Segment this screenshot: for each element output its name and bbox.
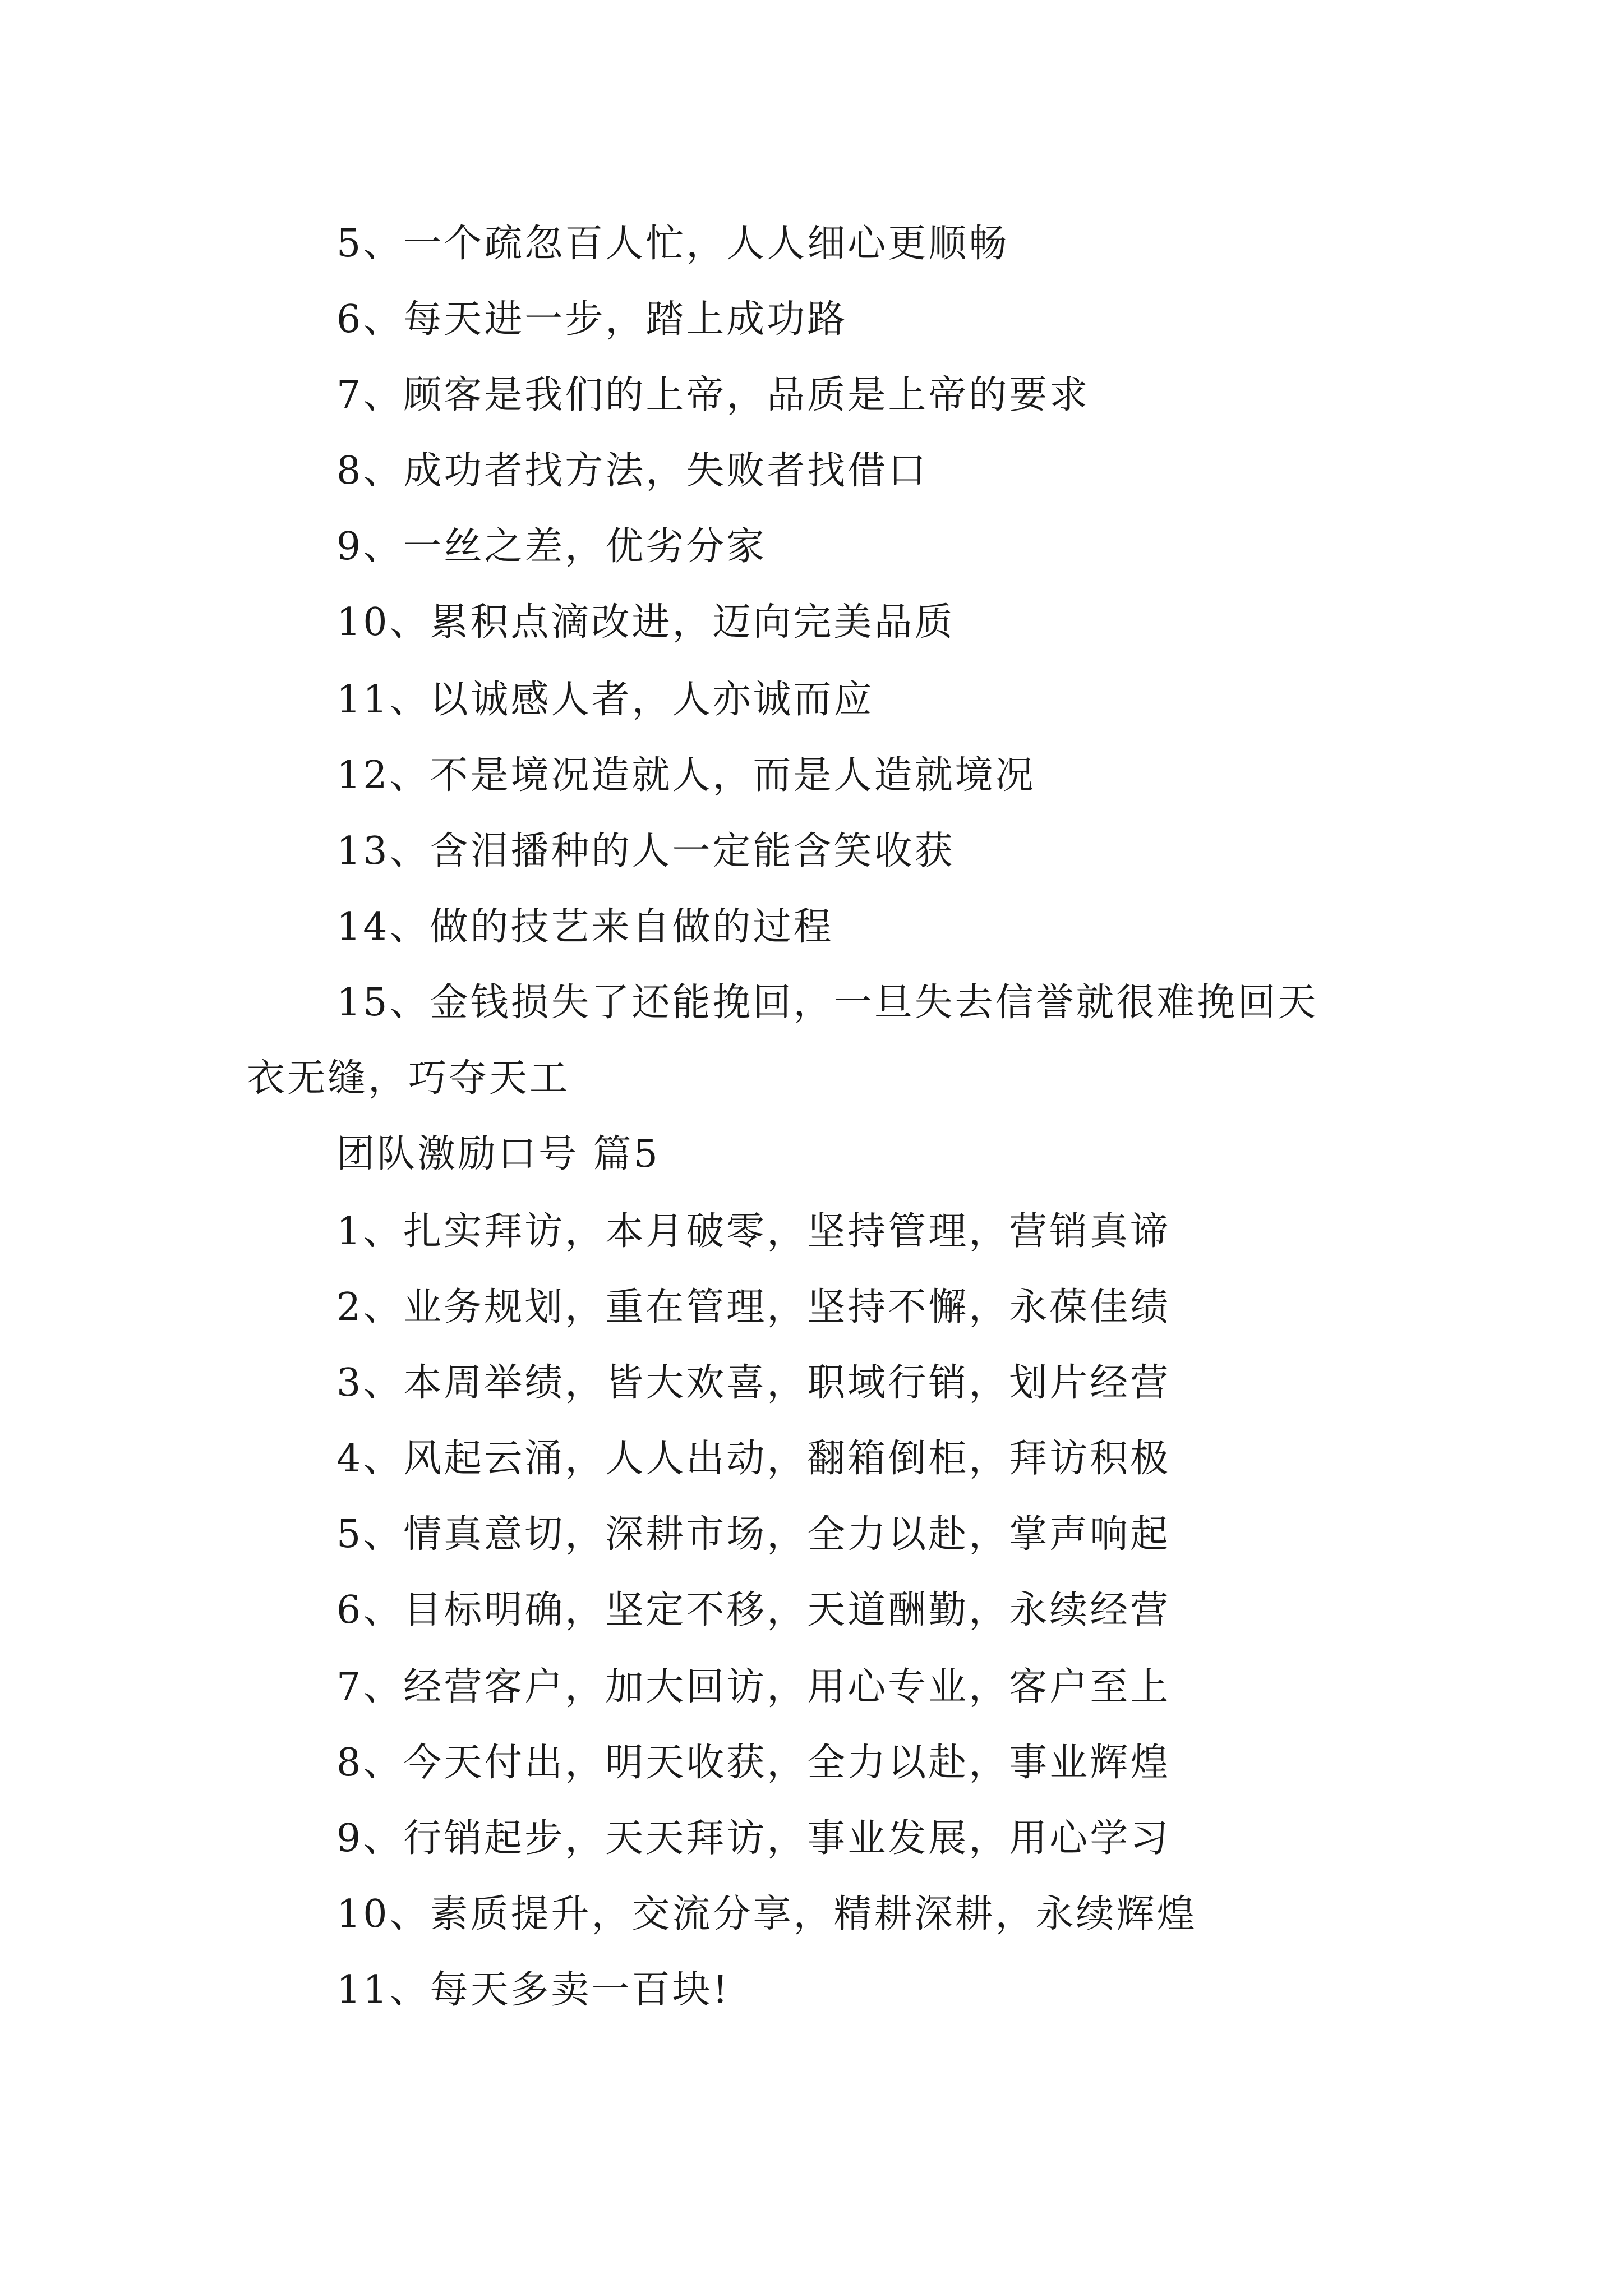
- text-line: 7、经营客户，加大回访，用心专业，客户至上: [336, 1665, 1171, 1709]
- text-line: 5、一个疏忽百人忙，人人细心更顺畅: [336, 222, 1009, 266]
- text-line: 2、业务规划，重在管理，坚持不懈，永葆佳绩: [336, 1285, 1171, 1329]
- text-line: 9、行销起步，天天拜访，事业发展，用心学习: [336, 1816, 1171, 1861]
- text-line: 11、以诚感人者，人亦诚而应: [336, 678, 874, 722]
- text-line: 13、含泪播种的人一定能含笑收获: [336, 829, 955, 873]
- text-line: 10、累积点滴改进，迈向完美品质: [336, 600, 955, 645]
- text-line: 7、顾客是我们的上帝，品质是上帝的要求: [336, 373, 1090, 417]
- text-line: 15、金钱损失了还能挽回，一旦失去信誉就很难挽回天: [336, 981, 1318, 1025]
- text-line: 8、成功者找方法，失败者找借口: [336, 449, 929, 493]
- text-line: 8、今天付出，明天收获，全力以赴，事业辉煌: [336, 1741, 1171, 1785]
- text-line: 11、每天多卖一百块!: [336, 1968, 730, 2012]
- text-line: 衣无缝，巧夺天工: [247, 1056, 570, 1101]
- text-line: 4、风起云涌，人人出动，翻箱倒柜，拜访积极: [336, 1437, 1171, 1481]
- text-line: 6、目标明确，坚定不移，天道酬勤，永续经营: [336, 1588, 1171, 1632]
- text-line: 14、做的技艺来自做的过程: [336, 905, 834, 949]
- text-line: 1、扎实拜访，本月破零，坚持管理，营销真谛: [336, 1209, 1171, 1254]
- text-line: 10、素质提升，交流分享，精耕深耕，永续辉煌: [336, 1892, 1197, 1936]
- text-line: 5、情真意切，深耕市场，全力以赴，掌声响起: [336, 1512, 1171, 1557]
- text-line: 12、不是境况造就人，而是人造就境况: [336, 753, 1036, 798]
- section-heading: 团队激励口号 篇5: [336, 1132, 660, 1176]
- text-line: 9、一丝之差，优劣分家: [336, 524, 767, 569]
- text-line: 3、本周举绩，皆大欢喜，职域行销，划片经营: [336, 1361, 1171, 1405]
- text-line: 6、每天进一步，踏上成功路: [336, 297, 848, 342]
